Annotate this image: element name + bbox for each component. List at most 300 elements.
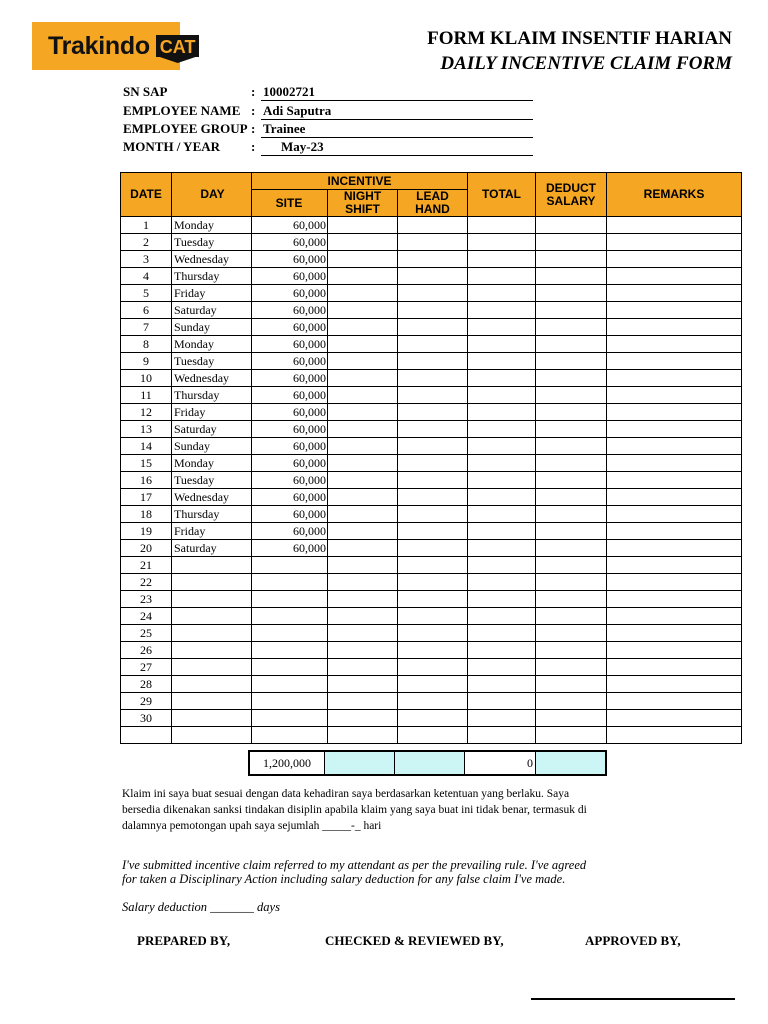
table-row [121, 523, 742, 540]
date-cell: 2 [121, 234, 172, 251]
remarks-cell[interactable] [607, 710, 742, 727]
date-cell: 19 [121, 523, 172, 540]
night-shift-cell[interactable] [328, 523, 398, 540]
site-incentive-cell [252, 642, 328, 659]
site-incentive-cell: 60,000 [252, 472, 328, 489]
table-row [121, 387, 742, 404]
table-row [121, 727, 742, 744]
site-incentive-cell [252, 727, 328, 744]
lead-hand-cell[interactable] [398, 387, 468, 404]
lead-hand-cell[interactable] [398, 642, 468, 659]
day-cell: Saturday [172, 540, 252, 557]
deduct-salary-cell[interactable] [536, 489, 607, 506]
lead-hand-cell[interactable] [398, 710, 468, 727]
site-incentive-cell: 60,000 [252, 540, 328, 557]
deduct-salary-cell[interactable] [536, 234, 607, 251]
total-cell[interactable] [468, 268, 536, 285]
site-incentive-cell: 60,000 [252, 523, 328, 540]
night-shift-cell[interactable] [328, 387, 398, 404]
remarks-cell[interactable] [607, 387, 742, 404]
table-body [121, 217, 742, 744]
lead-hand-cell[interactable] [398, 489, 468, 506]
remarks-cell[interactable] [607, 217, 742, 234]
night-shift-cell[interactable] [328, 336, 398, 353]
total-cell[interactable] [468, 472, 536, 489]
total-cell[interactable] [468, 217, 536, 234]
table-row [121, 217, 742, 234]
remarks-cell[interactable] [607, 676, 742, 693]
total-cell[interactable] [468, 489, 536, 506]
day-cell [172, 625, 252, 642]
night-shift-cell[interactable] [328, 676, 398, 693]
remarks-cell[interactable] [607, 625, 742, 642]
deduct-salary-cell[interactable] [536, 523, 607, 540]
date-cell: 26 [121, 642, 172, 659]
day-cell [172, 676, 252, 693]
night-shift-cell[interactable] [328, 642, 398, 659]
table-row [121, 506, 742, 523]
day-cell: Tuesday [172, 353, 252, 370]
table-row [121, 438, 742, 455]
site-incentive-cell [252, 693, 328, 710]
night-shift-cell[interactable] [328, 234, 398, 251]
night-shift-cell[interactable] [328, 489, 398, 506]
date-cell: 9 [121, 353, 172, 370]
site-incentive-cell [252, 608, 328, 625]
site-incentive-cell: 60,000 [252, 489, 328, 506]
day-cell [172, 608, 252, 625]
site-incentive-cell: 60,000 [252, 404, 328, 421]
night-shift-cell[interactable] [328, 557, 398, 574]
deduct-salary-cell[interactable] [536, 557, 607, 574]
total-deduct-cell [536, 752, 605, 774]
total-lead-hand-cell [395, 752, 465, 774]
table-row [121, 404, 742, 421]
remarks-cell[interactable] [607, 404, 742, 421]
remarks-cell[interactable] [607, 285, 742, 302]
night-shift-cell[interactable] [328, 625, 398, 642]
deduct-salary-cell[interactable] [536, 710, 607, 727]
logo-brand-text: Trakindo [48, 31, 150, 60]
remarks-cell[interactable] [607, 523, 742, 540]
day-cell [172, 574, 252, 591]
total-cell[interactable] [468, 302, 536, 319]
date-cell: 5 [121, 285, 172, 302]
total-cell[interactable] [468, 506, 536, 523]
site-incentive-cell [252, 557, 328, 574]
lead-hand-cell[interactable] [398, 506, 468, 523]
deduct-salary-cell[interactable] [536, 319, 607, 336]
night-shift-cell[interactable] [328, 540, 398, 557]
remarks-cell[interactable] [607, 540, 742, 557]
statement-indonesian: Klaim ini saya buat sesuai dengan data kehadiran saya berdasarkan ketentuan yang berlaku. Saya bersedia dikenakan sanksi tindakan disiplin apabila klaim yang saya buat ini tidak benar, termasuk di dalamnya pemotongan upah saya sejumlah _____-_ hari [122, 788, 587, 832]
date-cell: 12 [121, 404, 172, 421]
total-cell[interactable] [468, 455, 536, 472]
day-cell: Saturday [172, 421, 252, 438]
lead-hand-cell[interactable] [398, 404, 468, 421]
deduct-salary-cell[interactable] [536, 608, 607, 625]
lead-hand-cell[interactable] [398, 251, 468, 268]
table-row [121, 472, 742, 489]
total-cell[interactable] [468, 319, 536, 336]
day-cell: Thursday [172, 268, 252, 285]
date-cell: 3 [121, 251, 172, 268]
day-cell: Wednesday [172, 489, 252, 506]
site-incentive-cell: 60,000 [252, 285, 328, 302]
employee-group-field[interactable]: Trainee [261, 121, 533, 138]
deduct-salary-cell[interactable] [536, 625, 607, 642]
deduct-salary-cell[interactable] [536, 370, 607, 387]
incentive-claim-table [120, 172, 742, 744]
remarks-cell[interactable] [607, 642, 742, 659]
remarks-cell[interactable] [607, 455, 742, 472]
header-remarks: REMARKS [607, 173, 742, 217]
header-deduct-salary: DEDUCT SALARY [536, 173, 607, 217]
total-cell[interactable] [468, 642, 536, 659]
night-shift-cell[interactable] [328, 251, 398, 268]
night-shift-cell[interactable] [328, 404, 398, 421]
night-shift-cell[interactable] [328, 727, 398, 744]
deduct-salary-cell[interactable] [536, 591, 607, 608]
night-shift-cell[interactable] [328, 608, 398, 625]
lead-hand-cell[interactable] [398, 438, 468, 455]
table-row [121, 574, 742, 591]
deduct-salary-cell[interactable] [536, 506, 607, 523]
total-cell[interactable] [468, 421, 536, 438]
site-incentive-cell [252, 710, 328, 727]
night-shift-cell[interactable] [328, 472, 398, 489]
prepared-by-label: PREPARED BY, [137, 933, 231, 948]
deduct-salary-cell[interactable] [536, 217, 607, 234]
day-cell: Monday [172, 455, 252, 472]
table-row [121, 693, 742, 710]
header-date: DATE [121, 173, 172, 217]
lead-hand-cell[interactable] [398, 540, 468, 557]
total-cell[interactable] [468, 251, 536, 268]
info-label: MONTH / YEAR [123, 139, 221, 154]
remarks-cell[interactable] [607, 693, 742, 710]
total-cell[interactable] [468, 285, 536, 302]
total-cell[interactable] [468, 676, 536, 693]
site-incentive-cell [252, 574, 328, 591]
date-cell: 23 [121, 591, 172, 608]
site-incentive-cell: 60,000 [252, 302, 328, 319]
remarks-cell[interactable] [607, 336, 742, 353]
total-cell[interactable] [468, 370, 536, 387]
info-label: EMPLOYEE NAME [123, 103, 241, 118]
date-cell: 22 [121, 574, 172, 591]
night-shift-cell[interactable] [328, 319, 398, 336]
date-cell: 1 [121, 217, 172, 234]
date-cell: 6 [121, 302, 172, 319]
lead-hand-cell[interactable] [398, 625, 468, 642]
deduct-salary-cell[interactable] [536, 285, 607, 302]
night-shift-cell[interactable] [328, 421, 398, 438]
lead-hand-cell[interactable] [398, 234, 468, 251]
night-shift-cell[interactable] [328, 217, 398, 234]
table-row [121, 336, 742, 353]
header-night-shift: NIGHT SHIFT [328, 190, 398, 217]
deduct-salary-cell[interactable] [536, 387, 607, 404]
info-colon: : [251, 103, 256, 118]
day-cell: Monday [172, 217, 252, 234]
lead-hand-cell[interactable] [398, 217, 468, 234]
remarks-cell[interactable] [607, 353, 742, 370]
lead-hand-cell[interactable] [398, 727, 468, 744]
night-shift-cell[interactable] [328, 438, 398, 455]
cat-logo-mark: CAT [156, 35, 200, 57]
site-incentive-cell: 60,000 [252, 506, 328, 523]
day-cell [172, 642, 252, 659]
approved-by-label: APPROVED BY, [585, 933, 681, 948]
day-cell: Monday [172, 336, 252, 353]
deduct-salary-cell[interactable] [536, 353, 607, 370]
day-cell [172, 710, 252, 727]
total-cell[interactable] [468, 438, 536, 455]
day-cell: Sunday [172, 438, 252, 455]
site-incentive-cell: 60,000 [252, 268, 328, 285]
day-cell: Thursday [172, 506, 252, 523]
night-shift-cell[interactable] [328, 659, 398, 676]
site-incentive-cell: 60,000 [252, 319, 328, 336]
day-cell: Friday [172, 404, 252, 421]
lead-hand-cell[interactable] [398, 659, 468, 676]
total-cell[interactable] [468, 336, 536, 353]
night-shift-cell[interactable] [328, 506, 398, 523]
total-cell[interactable] [468, 608, 536, 625]
total-cell[interactable] [468, 557, 536, 574]
date-cell: 15 [121, 455, 172, 472]
sn-sap-field[interactable]: 10002721 [261, 84, 533, 101]
deduct-salary-cell[interactable] [536, 727, 607, 744]
date-cell: 25 [121, 625, 172, 642]
lead-hand-cell[interactable] [398, 268, 468, 285]
lead-hand-cell[interactable] [398, 608, 468, 625]
day-cell: Friday [172, 523, 252, 540]
night-shift-cell[interactable] [328, 693, 398, 710]
deduct-salary-cell[interactable] [536, 659, 607, 676]
table-row [121, 251, 742, 268]
table-row [121, 421, 742, 438]
day-cell: Tuesday [172, 234, 252, 251]
totals-row [248, 750, 607, 776]
remarks-cell[interactable] [607, 302, 742, 319]
table-row [121, 234, 742, 251]
total-cell[interactable] [468, 693, 536, 710]
total-cell[interactable] [468, 591, 536, 608]
remarks-cell[interactable] [607, 557, 742, 574]
date-cell [121, 727, 172, 744]
day-cell [172, 557, 252, 574]
lead-hand-cell[interactable] [398, 302, 468, 319]
site-incentive-cell: 60,000 [252, 353, 328, 370]
lead-hand-cell[interactable] [398, 557, 468, 574]
lead-hand-cell[interactable] [398, 591, 468, 608]
remarks-cell[interactable] [607, 421, 742, 438]
site-incentive-cell: 60,000 [252, 387, 328, 404]
day-cell: Saturday [172, 302, 252, 319]
total-cell[interactable] [468, 353, 536, 370]
site-incentive-cell: 60,000 [252, 251, 328, 268]
night-shift-cell[interactable] [328, 302, 398, 319]
day-cell: Wednesday [172, 251, 252, 268]
date-cell: 8 [121, 336, 172, 353]
signature-line [531, 998, 735, 1000]
night-shift-cell[interactable] [328, 574, 398, 591]
remarks-cell[interactable] [607, 319, 742, 336]
deduct-salary-cell[interactable] [536, 540, 607, 557]
deduct-salary-cell[interactable] [536, 421, 607, 438]
table-row [121, 608, 742, 625]
total-cell[interactable] [468, 625, 536, 642]
remarks-cell[interactable] [607, 506, 742, 523]
form-title-en: DAILY INCENTIVE CLAIM FORM [440, 53, 732, 74]
table-row [121, 319, 742, 336]
total-cell[interactable] [468, 523, 536, 540]
lead-hand-cell[interactable] [398, 421, 468, 438]
lead-hand-cell[interactable] [398, 455, 468, 472]
remarks-cell[interactable] [607, 234, 742, 251]
site-incentive-cell: 60,000 [252, 370, 328, 387]
table-row [121, 625, 742, 642]
deduct-salary-cell[interactable] [536, 574, 607, 591]
day-cell [172, 591, 252, 608]
deduct-salary-cell[interactable] [536, 336, 607, 353]
deduct-salary-cell[interactable] [536, 693, 607, 710]
day-cell: Tuesday [172, 472, 252, 489]
table-row [121, 353, 742, 370]
deduct-salary-cell[interactable] [536, 302, 607, 319]
day-cell [172, 693, 252, 710]
total-cell[interactable] [468, 574, 536, 591]
night-shift-cell[interactable] [328, 710, 398, 727]
info-colon: : [251, 121, 256, 136]
table-row [121, 455, 742, 472]
employee-name-field[interactable]: Adi Saputra [261, 103, 533, 120]
header-site: SITE [252, 190, 328, 217]
site-incentive-cell [252, 591, 328, 608]
deduct-salary-cell[interactable] [536, 642, 607, 659]
info-colon: : [251, 139, 256, 154]
lead-hand-cell[interactable] [398, 676, 468, 693]
remarks-cell[interactable] [607, 251, 742, 268]
site-incentive-cell [252, 625, 328, 642]
night-shift-cell[interactable] [328, 455, 398, 472]
deduct-salary-cell[interactable] [536, 268, 607, 285]
total-cell[interactable] [468, 710, 536, 727]
site-incentive-cell: 60,000 [252, 438, 328, 455]
lead-hand-cell[interactable] [398, 336, 468, 353]
remarks-cell[interactable] [607, 472, 742, 489]
total-cell[interactable] [468, 659, 536, 676]
deduct-salary-cell[interactable] [536, 251, 607, 268]
deduct-salary-cell[interactable] [536, 404, 607, 421]
site-incentive-cell [252, 676, 328, 693]
deduct-salary-cell[interactable] [536, 676, 607, 693]
total-cell[interactable] [468, 540, 536, 557]
date-cell: 24 [121, 608, 172, 625]
remarks-cell[interactable] [607, 268, 742, 285]
night-shift-cell[interactable] [328, 591, 398, 608]
night-shift-cell[interactable] [328, 285, 398, 302]
site-incentive-cell [252, 659, 328, 676]
deduct-salary-cell[interactable] [536, 455, 607, 472]
site-incentive-cell: 60,000 [252, 234, 328, 251]
table-row [121, 659, 742, 676]
table-row [121, 285, 742, 302]
table-row [121, 540, 742, 557]
table-row [121, 676, 742, 693]
date-cell: 29 [121, 693, 172, 710]
remarks-cell[interactable] [607, 591, 742, 608]
month-year-field[interactable]: May-23 [261, 139, 533, 156]
lead-hand-cell[interactable] [398, 472, 468, 489]
total-night-shift-cell [325, 752, 395, 774]
day-cell: Thursday [172, 387, 252, 404]
table-row [121, 268, 742, 285]
remarks-cell[interactable] [607, 574, 742, 591]
remarks-cell[interactable] [607, 727, 742, 744]
date-cell: 4 [121, 268, 172, 285]
date-cell: 11 [121, 387, 172, 404]
remarks-cell[interactable] [607, 370, 742, 387]
total-cell[interactable] [468, 234, 536, 251]
remarks-cell[interactable] [607, 438, 742, 455]
lead-hand-cell[interactable] [398, 353, 468, 370]
deduct-salary-cell[interactable] [536, 472, 607, 489]
remarks-cell[interactable] [607, 608, 742, 625]
date-cell: 27 [121, 659, 172, 676]
lead-hand-cell[interactable] [398, 693, 468, 710]
form-title-id: FORM KLAIM INSENTIF HARIAN [427, 28, 732, 49]
table-row [121, 302, 742, 319]
lead-hand-cell[interactable] [398, 370, 468, 387]
info-label: EMPLOYEE GROUP [123, 121, 248, 136]
checked-reviewed-by-label: CHECKED & REVIEWED BY, [325, 933, 504, 948]
total-cell[interactable] [468, 727, 536, 744]
statement-english: I've submitted incentive claim referred to my attendant as per the prevailing rule. I've agreed for taken a Disciplinary Action including salary deduction for any false claim I've made. [122, 858, 587, 886]
trakindo-cat-logo [32, 22, 196, 70]
night-shift-cell[interactable] [328, 353, 398, 370]
header-total: TOTAL [468, 173, 536, 217]
total-site-cell: 1,200,000 [250, 752, 325, 774]
header-lead-hand: LEAD HAND [398, 190, 468, 217]
lead-hand-cell[interactable] [398, 523, 468, 540]
night-shift-cell[interactable] [328, 370, 398, 387]
lead-hand-cell[interactable] [398, 574, 468, 591]
deduct-salary-cell[interactable] [536, 438, 607, 455]
table-row [121, 710, 742, 727]
lead-hand-cell[interactable] [398, 285, 468, 302]
remarks-cell[interactable] [607, 489, 742, 506]
day-cell: Wednesday [172, 370, 252, 387]
date-cell: 16 [121, 472, 172, 489]
header-incentive: INCENTIVE [252, 173, 468, 190]
date-cell: 28 [121, 676, 172, 693]
total-cell[interactable] [468, 387, 536, 404]
statement-salary-deduction: Salary deduction _______ days [122, 900, 280, 914]
lead-hand-cell[interactable] [398, 319, 468, 336]
site-incentive-cell: 60,000 [252, 455, 328, 472]
night-shift-cell[interactable] [328, 268, 398, 285]
remarks-cell[interactable] [607, 659, 742, 676]
day-cell [172, 659, 252, 676]
table-row [121, 489, 742, 506]
total-cell[interactable] [468, 404, 536, 421]
header-day: DAY [172, 173, 252, 217]
site-incentive-cell: 60,000 [252, 336, 328, 353]
info-colon: : [251, 84, 256, 99]
